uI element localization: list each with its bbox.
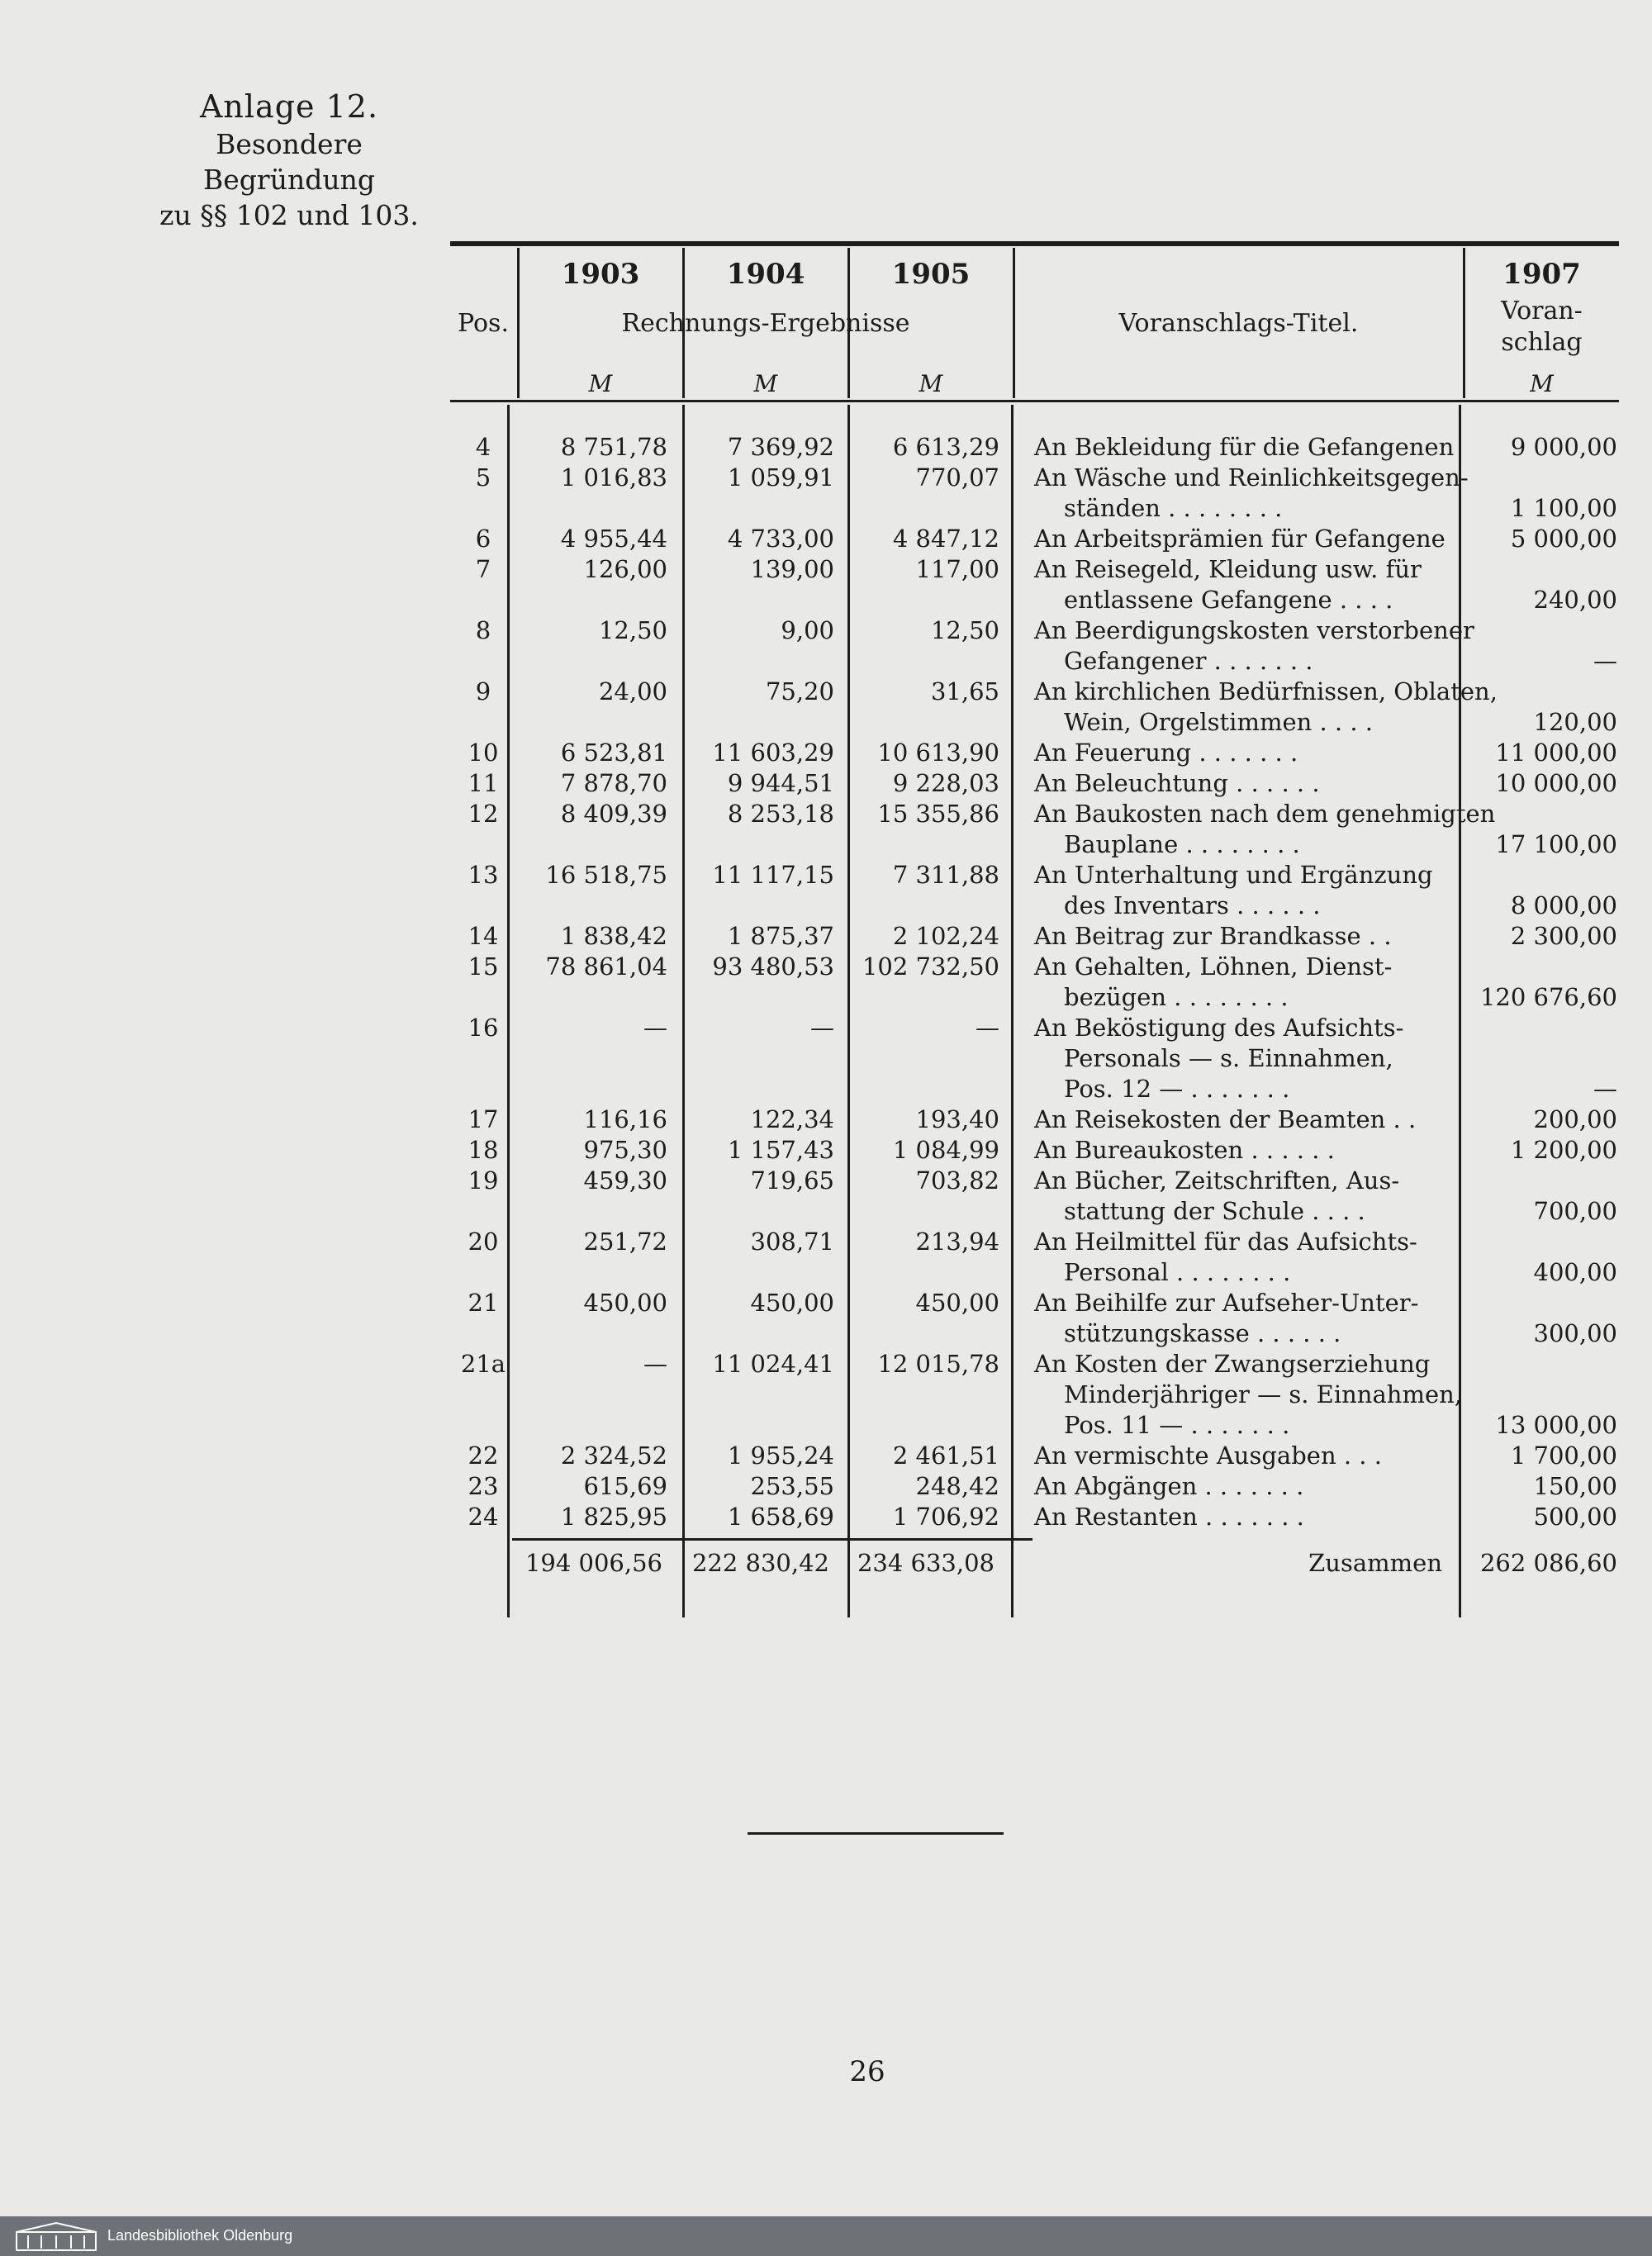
top-rule (450, 241, 1619, 246)
row-value-1907: 120,00 (1533, 708, 1617, 736)
row-title-line: Wein, Orgelstimmen . . . . (1064, 708, 1374, 736)
row-value-1903: 1 016,83 (560, 463, 667, 492)
row-title-line: An Feuerung . . . . . . . (1034, 739, 1298, 767)
row-value-1907: 1 100,00 (1510, 494, 1617, 522)
row-value-1907: 240,00 (1533, 586, 1617, 614)
row-value-1905: 117,00 (915, 555, 999, 583)
row-value-1905: — (976, 1014, 999, 1042)
header-year-1903: 1903 (561, 258, 640, 291)
row-title-line: An Bücher, Zeitschriften, Aus- (1034, 1166, 1400, 1194)
row-value-1904: 8 253,18 (727, 800, 834, 828)
row-value-1905: 1 084,99 (892, 1136, 999, 1164)
row-title-line: Personals — s. Einnahmen, (1064, 1044, 1393, 1072)
col-divider (507, 405, 510, 1617)
row-value-1905: 102 732,50 (862, 952, 999, 981)
row-title-line: An kirchlichen Bedürfnissen, Oblaten, (1034, 677, 1498, 705)
annex-header (132, 87, 446, 234)
row-value-1905: 10 613,90 (877, 739, 999, 767)
row-title-line: stützungskasse . . . . . . (1064, 1319, 1341, 1347)
row-value-1905: 6 613,29 (892, 433, 999, 461)
total-1907: 262 086,60 (1479, 1549, 1617, 1577)
row-value-1904: 1 059,91 (727, 463, 834, 492)
row-value-1907: 700,00 (1533, 1197, 1617, 1225)
row-title-line: An Arbeitsprämien für Gefangene (1034, 525, 1446, 553)
row-title-line: An Kosten der Zwangserziehung (1034, 1350, 1431, 1378)
row-pos: 21a (460, 1350, 506, 1378)
row-title-line: An Bureaukosten . . . . . . (1034, 1136, 1335, 1164)
row-title-line: Pos. 12 — . . . . . . . (1064, 1075, 1290, 1103)
row-title-line: Pos. 11 — . . . . . . . (1064, 1411, 1290, 1439)
row-value-1905: 1 706,92 (892, 1503, 999, 1531)
row-title-line: Minderjähriger — s. Einnahmen, (1064, 1380, 1462, 1408)
row-pos: 21 (468, 1289, 499, 1317)
row-value-1907: 10 000,00 (1495, 769, 1617, 797)
row-pos: 17 (468, 1105, 499, 1133)
row-title-line: stattung der Schule . . . . (1064, 1197, 1365, 1225)
row-value-1905: 213,94 (915, 1228, 999, 1256)
row-value-1905: 2 102,24 (892, 922, 999, 950)
row-pos: 13 (468, 861, 499, 889)
total-1903: 194 006,56 (525, 1549, 662, 1577)
row-value-1903: 975,30 (583, 1136, 667, 1164)
row-value-1905: 15 355,86 (877, 800, 999, 828)
header-rule (450, 400, 1619, 402)
row-value-1903: 12,50 (598, 616, 667, 644)
row-title-line: ständen . . . . . . . . (1064, 494, 1283, 522)
row-pos: 19 (468, 1166, 499, 1194)
row-value-1904: 4 733,00 (727, 525, 834, 553)
row-value-1905: 450,00 (915, 1289, 999, 1317)
row-value-1904: — (810, 1014, 834, 1042)
row-title-line: An Abgängen . . . . . . . (1034, 1472, 1304, 1500)
row-title-line: An Beitrag zur Brandkasse . . (1034, 922, 1392, 950)
row-value-1903: 116,16 (583, 1105, 667, 1133)
row-value-1904: 253,55 (750, 1472, 834, 1500)
row-title-line: An Restanten . . . . . . . (1034, 1503, 1304, 1531)
library-logo-icon (15, 2220, 97, 2252)
row-pos: 11 (468, 769, 499, 797)
row-title-line: bezügen . . . . . . . . (1064, 983, 1289, 1011)
row-pos: 6 (475, 525, 491, 553)
row-value-1907: 150,00 (1533, 1472, 1617, 1500)
row-value-1907: — (1593, 1075, 1617, 1103)
row-value-1905: 703,82 (915, 1166, 999, 1194)
header-year-1905: 1905 (891, 258, 971, 291)
row-pos: 14 (468, 922, 499, 950)
row-value-1903: 24,00 (598, 677, 667, 705)
row-title-line: An Bekleidung für die Gefangenen (1034, 433, 1455, 461)
row-title-line: des Inventars . . . . . . (1064, 891, 1321, 919)
total-label: Zusammen (1308, 1549, 1442, 1577)
header-year-1907: 1907 (1502, 258, 1581, 291)
row-title-line: An Gehalten, Löhnen, Dienst- (1034, 952, 1393, 981)
row-value-1905: 31,65 (930, 677, 999, 705)
row-title-line: Personal . . . . . . . . (1064, 1258, 1291, 1286)
row-pos: 18 (468, 1136, 499, 1164)
row-value-1903: 126,00 (583, 555, 667, 583)
row-title-line: An Reisegeld, Kleidung usw. für (1034, 555, 1422, 583)
row-pos: 9 (475, 677, 491, 705)
row-value-1904: 11 024,41 (712, 1350, 834, 1378)
row-title-line: An Baukosten nach dem genehmigten (1034, 800, 1496, 828)
row-value-1904: 1 658,69 (727, 1503, 834, 1531)
row-value-1905: 248,42 (915, 1472, 999, 1500)
row-value-1904: 1 875,37 (727, 922, 834, 950)
row-value-1903: 450,00 (583, 1289, 667, 1317)
totals-rule (512, 1538, 1032, 1541)
unit-1907: M (1530, 370, 1554, 397)
row-pos: 20 (468, 1228, 499, 1256)
row-value-1905: 770,07 (915, 463, 999, 492)
row-value-1903: 2 324,52 (560, 1441, 667, 1470)
row-value-1905: 7 311,88 (892, 861, 999, 889)
row-value-1907: 9 000,00 (1510, 433, 1617, 461)
header-year-1904: 1904 (726, 258, 805, 291)
row-value-1907: 8 000,00 (1510, 891, 1617, 919)
row-title-line: entlassene Gefangene . . . . (1064, 586, 1393, 614)
header-pos: Pos. (458, 309, 509, 338)
row-value-1904: 719,65 (750, 1166, 834, 1194)
header-voranschlag: Voran- schlag (1501, 297, 1583, 357)
row-value-1907: — (1593, 647, 1617, 675)
row-value-1904: 7 369,92 (727, 433, 834, 461)
row-value-1905: 12 015,78 (877, 1350, 999, 1378)
row-value-1907: 2 300,00 (1510, 922, 1617, 950)
row-pos: 24 (468, 1503, 499, 1531)
row-value-1903: 16 518,75 (545, 861, 667, 889)
row-value-1904: 1 955,24 (727, 1441, 834, 1470)
row-value-1905: 9 228,03 (892, 769, 999, 797)
row-value-1903: 78 861,04 (545, 952, 667, 981)
row-pos: 5 (475, 463, 491, 492)
row-pos: 10 (468, 739, 499, 767)
row-value-1904: 93 480,53 (712, 952, 834, 981)
row-value-1903: 1 825,95 (560, 1503, 667, 1531)
row-value-1903: 459,30 (583, 1166, 667, 1194)
row-title-line: An Wäsche und Reinlichkeitsgegen- (1034, 463, 1469, 492)
col-divider (847, 405, 850, 1617)
row-value-1907: 500,00 (1533, 1503, 1617, 1531)
row-value-1907: 120 676,60 (1479, 983, 1617, 1011)
row-value-1904: 9 944,51 (727, 769, 834, 797)
row-value-1904: 139,00 (750, 555, 834, 583)
row-value-1907: 400,00 (1533, 1258, 1617, 1286)
row-pos: 8 (475, 616, 491, 644)
row-value-1905: 12,50 (930, 616, 999, 644)
row-value-1903: 251,72 (583, 1228, 667, 1256)
row-value-1904: 11 117,15 (712, 861, 834, 889)
row-value-1903: 4 955,44 (560, 525, 667, 553)
row-value-1903: 7 878,70 (560, 769, 667, 797)
row-title-line: An vermischte Ausgaben . . . (1034, 1441, 1382, 1470)
total-1904: 222 830,42 (691, 1549, 829, 1577)
row-title-line: An Heilmittel für das Aufsichts- (1034, 1228, 1417, 1256)
row-title-line: Bauplane . . . . . . . . (1064, 830, 1300, 858)
row-value-1907: 200,00 (1533, 1105, 1617, 1133)
row-pos: 7 (475, 555, 491, 583)
row-value-1907: 1 200,00 (1510, 1136, 1617, 1164)
col-divider (1011, 405, 1014, 1617)
row-value-1907: 13 000,00 (1495, 1411, 1617, 1439)
row-pos: 23 (468, 1472, 499, 1500)
row-pos: 16 (468, 1014, 499, 1042)
row-value-1904: 450,00 (750, 1289, 834, 1317)
row-pos: 22 (468, 1441, 499, 1470)
row-title-line: An Beleuchtung . . . . . . (1034, 769, 1320, 797)
row-value-1903: 8 409,39 (560, 800, 667, 828)
row-value-1907: 300,00 (1533, 1319, 1617, 1347)
row-value-1903: 615,69 (583, 1472, 667, 1500)
row-value-1903: — (643, 1350, 667, 1378)
row-pos: 12 (468, 800, 499, 828)
row-value-1907: 1 700,00 (1510, 1441, 1617, 1470)
unit-1904: M (753, 370, 778, 397)
total-1905: 234 633,08 (857, 1549, 995, 1577)
row-value-1904: 1 157,43 (727, 1136, 834, 1164)
row-title-line: An Beerdigungskosten verstorbener (1034, 616, 1474, 644)
row-value-1903: 1 838,42 (560, 922, 667, 950)
row-title-line: An Reisekosten der Beamten . . (1034, 1105, 1417, 1133)
unit-1903: M (588, 370, 613, 397)
row-title-line: An Unterhaltung und Ergänzung (1034, 861, 1433, 889)
row-pos: 15 (468, 952, 499, 981)
row-value-1905: 2 461,51 (892, 1441, 999, 1470)
library-name: Landesbibliothek Oldenburg (107, 2227, 293, 2244)
row-value-1905: 193,40 (915, 1105, 999, 1133)
row-title-line: An Beköstigung des Aufsichts- (1034, 1014, 1404, 1042)
row-value-1907: 5 000,00 (1510, 525, 1617, 553)
row-value-1904: 122,34 (750, 1105, 834, 1133)
row-value-1904: 11 603,29 (712, 739, 834, 767)
row-title-line: An Beihilfe zur Aufseher-Unter- (1034, 1289, 1419, 1317)
row-title-line: Gefangener . . . . . . . (1064, 647, 1313, 675)
header-title: Voranschlags-Titel. (1118, 309, 1359, 338)
row-value-1907: 11 000,00 (1495, 739, 1617, 767)
page-number: 26 (849, 2055, 885, 2088)
annex-number: Anlage 12. (199, 88, 379, 125)
row-value-1905: 4 847,12 (892, 525, 999, 553)
row-pos: 4 (475, 433, 491, 461)
row-value-1903: 6 523,81 (560, 739, 667, 767)
closing-rule (748, 1832, 1004, 1835)
annex-reference: zu §§ 102 und 103. (159, 199, 419, 232)
row-value-1904: 308,71 (750, 1228, 834, 1256)
col-divider (682, 405, 685, 1617)
annex-subtitle: Besondere Begründung (203, 128, 375, 197)
row-value-1903: — (643, 1014, 667, 1042)
row-value-1904: 9,00 (781, 616, 834, 644)
unit-1905: M (919, 370, 943, 397)
row-value-1904: 75,20 (765, 677, 834, 705)
row-value-1907: 17 100,00 (1495, 830, 1617, 858)
header-results: Rechnungs-Ergebnisse (621, 309, 910, 338)
row-value-1903: 8 751,78 (560, 433, 667, 461)
